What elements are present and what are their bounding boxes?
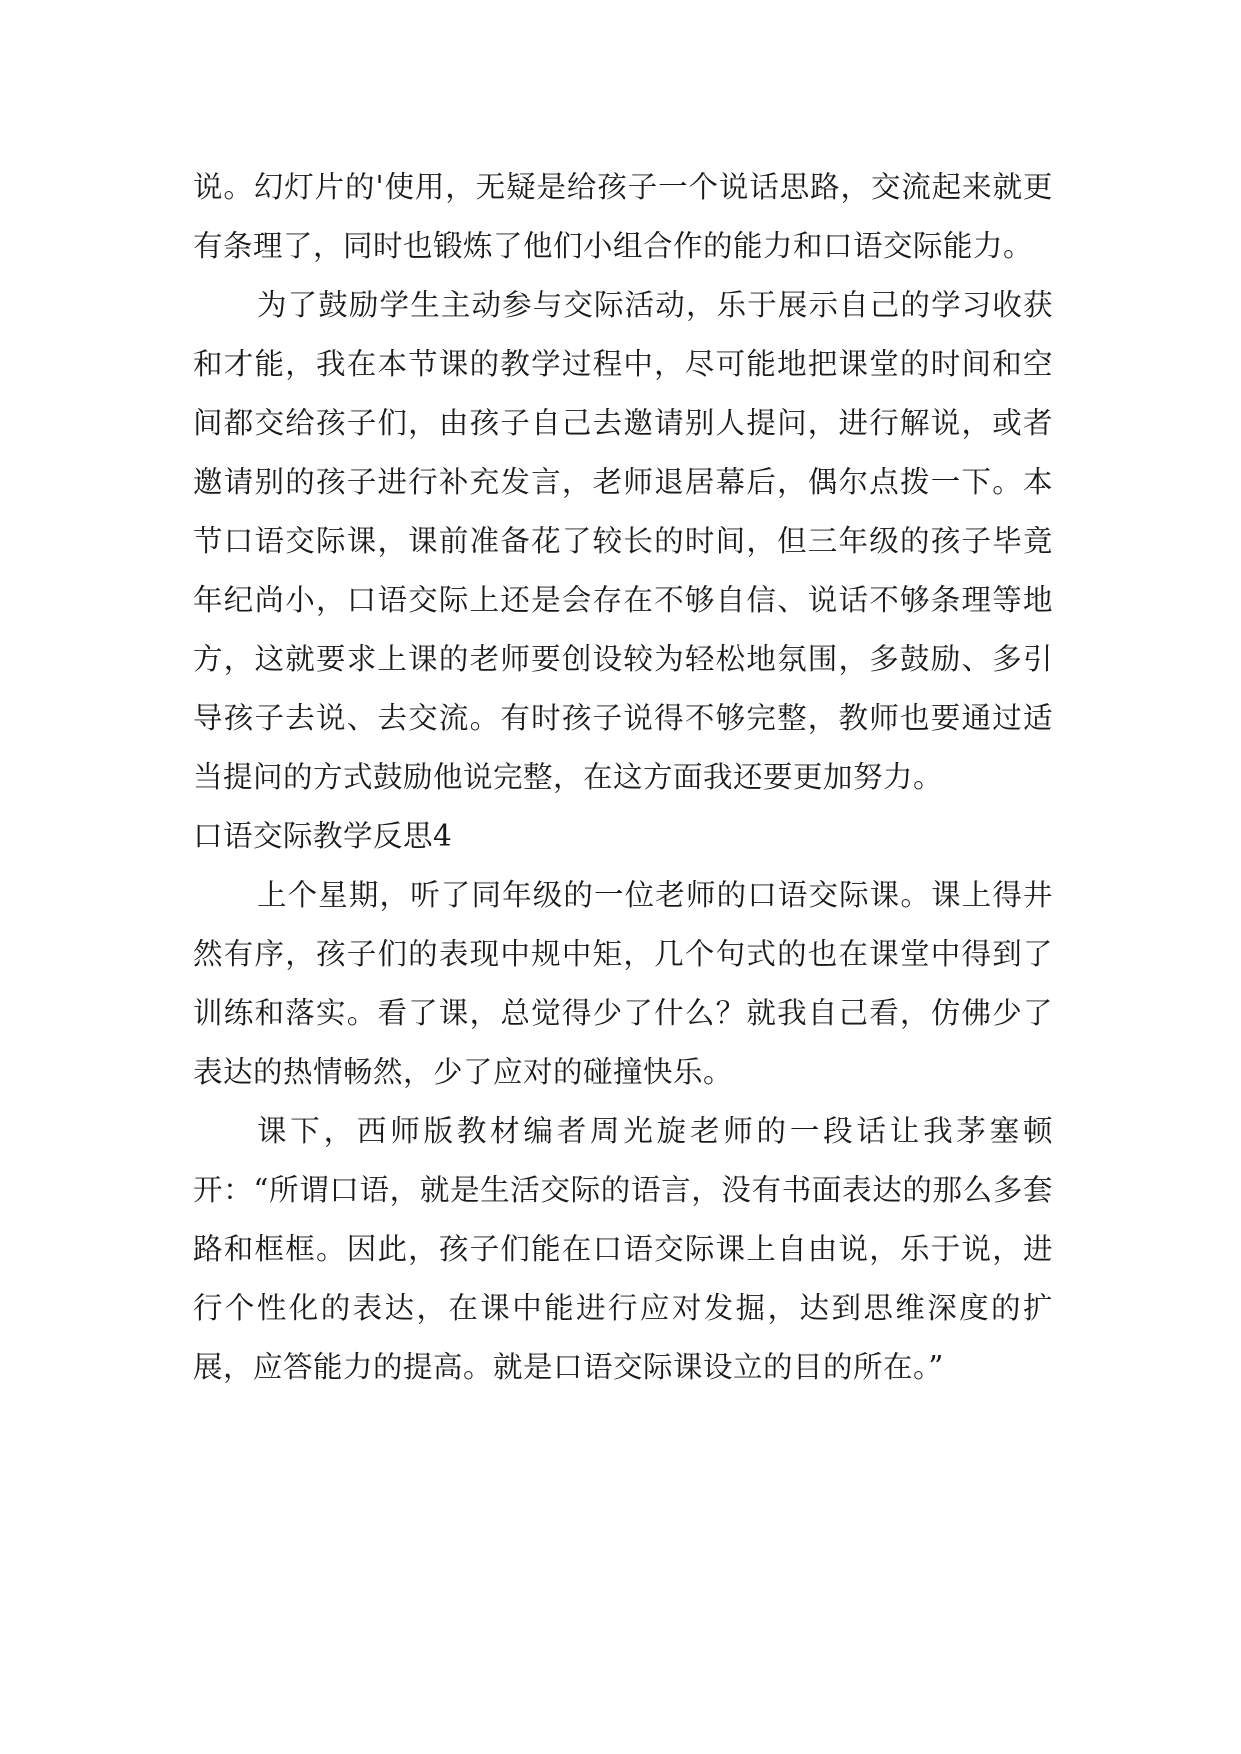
paragraph-1: 说。幻灯片的'使用，无疑是给孩子一个说话思路，交流起来就更有条理了，同时也锻炼了他们小组合作的能力和口语交际能力。 — [193, 170, 1053, 263]
document-body — [193, 158, 1053, 1397]
paragraph-2: 为了鼓励学生主动参与交际活动，乐于展示自己的学习收获和才能，我在本节课的教学过程中，尽可能地把课堂的时间和空间都交给孩子们，由孩子自己去邀请别人提问，进行解说，或者邀请别的孩子进行补充发言，老师退居幕后，偶尔点拨一下。本节口语交际课，课前准备花了较长的时间，但三年级的孩子毕竟年纪尚小，口语交际上还是会存在不够自信、说话不够条理等地方，这就要求上课的老师要创设较为轻松地氛围，多鼓励、多引导孩子去说、去交流。有时孩子说得不够完整，教师也要通过适当提问的方式鼓励他说完整，在这方面我还要更加努力。 — [193, 288, 1053, 794]
section-heading: 口语交际教学反思4 — [193, 819, 453, 853]
paragraph-4: 课下，西师版教材编者周光旋老师的一段话让我茅塞顿开：“所谓口语，就是生活交际的语言，没有书面表达的那么多套路和框框。因此，孩子们能在口语交际课上自由说，乐于说，进行个性化的表达，在课中能进行应对发掘，达到思维深度的扩展，应答能力的提高。就是口语交际课设立的目的所在。” — [193, 1114, 1053, 1384]
paragraph-3: 上个星期，听了同年级的一位老师的口语交际课。课上得井然有序，孩子们的表现中规中矩，几个句式的也在课堂中得到了训练和落实。看了课，总觉得少了什么？就我自己看，仿佛少了表达的热情畅然，少了应对的碰撞快乐。 — [193, 878, 1053, 1089]
